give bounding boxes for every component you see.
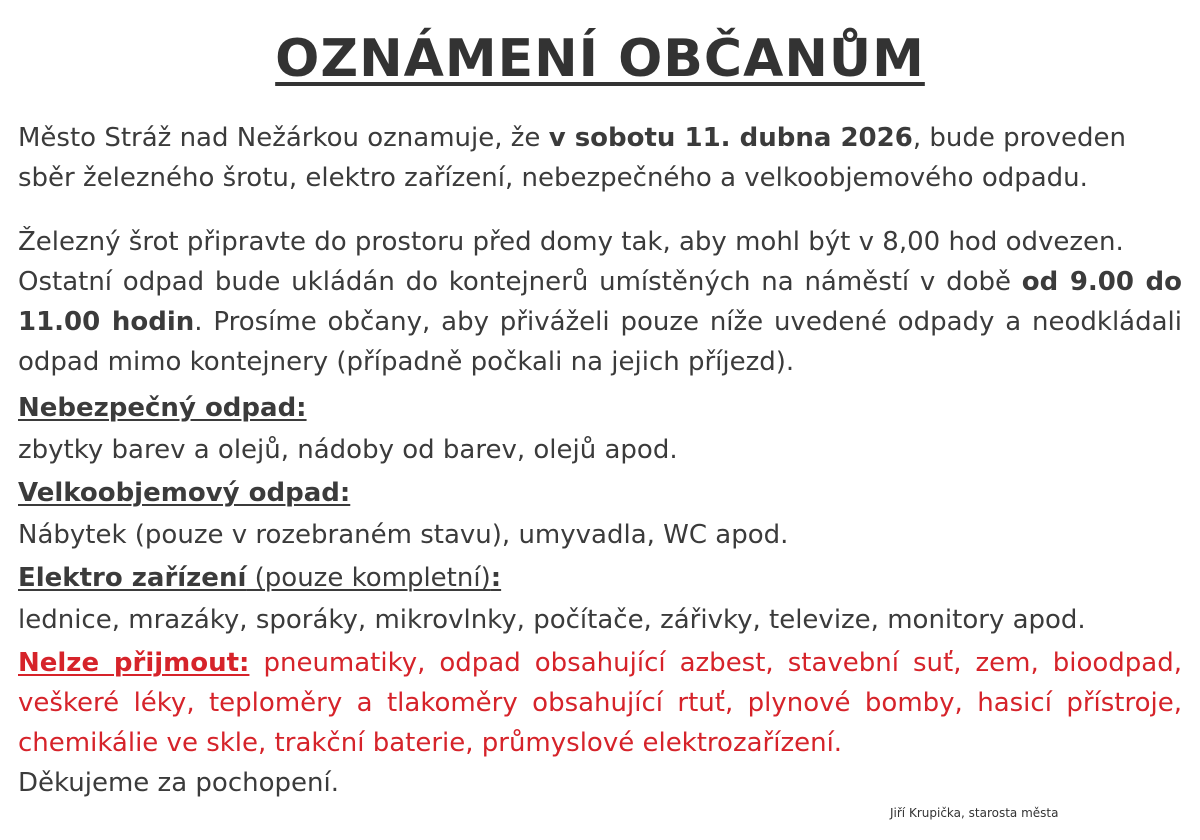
signature: Jiří Krupička, starosta města — [890, 806, 1059, 820]
hazardous-heading-text: Nebezpečný odpad: — [18, 393, 307, 423]
intro-line-2 — [18, 158, 1182, 198]
instructions-line-1 — [18, 222, 1182, 262]
intro-text-end: , bude proveden — [912, 123, 1126, 153]
not-accepted-items: pneumatiky, odpad obsahující azbest, stavební suť, zem, bioodpad, veškeré léky, teploměry a tlakoměry obsahující rtuť, plynové bomby, hasicí přístroje, chemikálie ve skle, trakční baterie, průmyslové elektrozařízení. — [18, 648, 1183, 758]
scrap-instruction: Železný šrot připravte do prostoru před domy tak, aby mohl být v 8,00 hod odvezen. — [18, 227, 1124, 257]
container-hours: od 9.00 do 11.00 hodin — [18, 267, 1182, 337]
hazardous-items-text: zbytky barev a olejů, nádoby od barev, olejů apod. — [18, 435, 678, 465]
thanks-line — [18, 763, 1182, 803]
hazardous-heading — [18, 388, 1182, 428]
not-accepted-label: Nelze přijmout: — [18, 648, 250, 678]
electro-heading-colon: : — [490, 563, 502, 593]
hazardous-items — [18, 430, 1182, 470]
title-text: OZNÁMENÍ OBČANŮM — [275, 29, 925, 89]
bulky-items-text: Nábytek (pouze v rozebraném stavu), umyvadla, WC apod. — [18, 520, 789, 550]
electro-items — [18, 600, 1182, 640]
bulky-heading-text: Velkoobjemový odpad: — [18, 478, 351, 508]
container-text-start: Ostatní odpad bude ukládán do kontejnerů umístěných na náměstí v době — [18, 267, 1022, 297]
bulky-heading — [18, 473, 1182, 513]
electro-heading — [18, 558, 1182, 598]
intro-text-start: Město Stráž nad Nežárkou oznamuje, že — [18, 123, 549, 153]
intro-text-line2: sběr železného šrotu, elektro zařízení, nebezpečného a velkoobjemového odpadu. — [18, 163, 1088, 193]
page-title — [0, 28, 1200, 90]
thanks-text: Děkujeme za pochopení. — [18, 768, 339, 798]
collection-date: v sobotu 11. dubna 2026 — [548, 123, 913, 153]
not-accepted-paragraph — [18, 643, 1182, 763]
bulky-items — [18, 515, 1182, 555]
intro-paragraph — [18, 118, 1182, 158]
electro-items-text: lednice, mrazáky, sporáky, mikrovlnky, počítače, zářivky, televize, monitory apod. — [18, 605, 1086, 635]
instructions-paragraph — [18, 262, 1182, 382]
electro-heading-text: Elektro zařízení — [18, 563, 247, 593]
container-text-end: . Prosíme občany, aby přiváželi pouze níže uvedené odpady a neodkládali odpad mimo kontejnery (případně počkali na jejich příjezd). — [18, 307, 1182, 377]
electro-heading-note: (pouze kompletní) — [246, 563, 491, 593]
